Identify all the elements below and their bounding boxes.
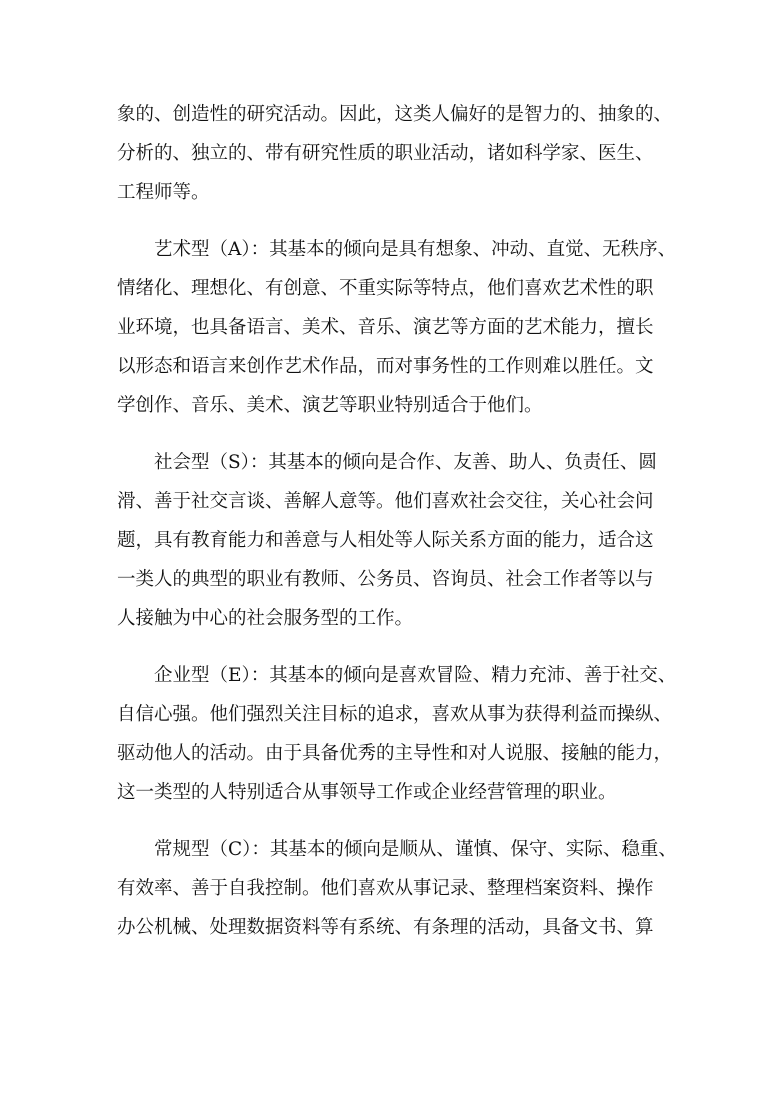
text-line: 驱动他人的活动。由于具备优秀的主导性和对人说服、接触的能力， <box>117 743 673 764</box>
text-line: 办公机械、处理数据资料等有系统、有条理的活动，具备文书、算 <box>117 917 654 938</box>
text-line: 人接触为中心的社会服务型的工作。 <box>117 608 414 629</box>
text-line: 这一类型的人特别适合从事领导工作或企业经营管理的职业。 <box>117 782 617 803</box>
text-line: 情绪化、理想化、有创意、不重实际等特点，他们喜欢艺术性的职 <box>117 278 654 299</box>
text-line: 有效率、善于自我控制。他们喜欢从事记录、整理档案资料、操作 <box>117 878 654 899</box>
paragraph-artistic <box>117 230 677 425</box>
text-line: 工程师等。 <box>117 182 210 203</box>
text-line: 象的、创造性的研究活动。因此，这类人偏好的是智力的、抽象的、 <box>117 104 673 125</box>
text-line: 企业型（E）：其基本的倾向是喜欢冒险、精力充沛、善于社交、 <box>117 665 677 686</box>
text-line: 社会型（S）：其基本的倾向是合作、友善、助人、负责任、圆 <box>117 452 657 473</box>
text-line: 学创作、音乐、美术、演艺等职业特别适合于他们。 <box>117 395 543 416</box>
text-line: 自信心强。他们强烈关注目标的追求，喜欢从事为获得利益而操纵、 <box>117 704 673 725</box>
text-line: 滑、善于社交言谈、善解人意等。他们喜欢社会交往，关心社会问 <box>117 491 654 512</box>
document-body <box>117 95 677 947</box>
paragraph-conventional <box>117 830 677 947</box>
text-line: 以形态和语言来创作艺术作品，而对事务性的工作则难以胜任。文 <box>117 356 654 377</box>
paragraph-social <box>117 443 662 638</box>
text-line: 艺术型（A）：其基本的倾向是具有想象、冲动、直觉、无秩序、 <box>117 239 677 260</box>
text-line: 业环境，也具备语言、美术、音乐、演艺等方面的艺术能力，擅长 <box>117 317 654 338</box>
text-line: 一类人的典型的职业有教师、公务员、咨询员、社会工作者等以与 <box>117 569 654 590</box>
paragraph-investigative-continued <box>117 95 673 212</box>
paragraph-enterprising <box>117 656 677 812</box>
text-line: 分析的、独立的、带有研究性质的职业活动，诸如科学家、医生、 <box>117 143 654 164</box>
text-line: 常规型（C）：其基本的倾向是顺从、谨慎、保守、实际、稳重、 <box>117 839 677 860</box>
text-line: 题，具有教育能力和善意与人相处等人际关系方面的能力，适合这 <box>117 530 654 551</box>
